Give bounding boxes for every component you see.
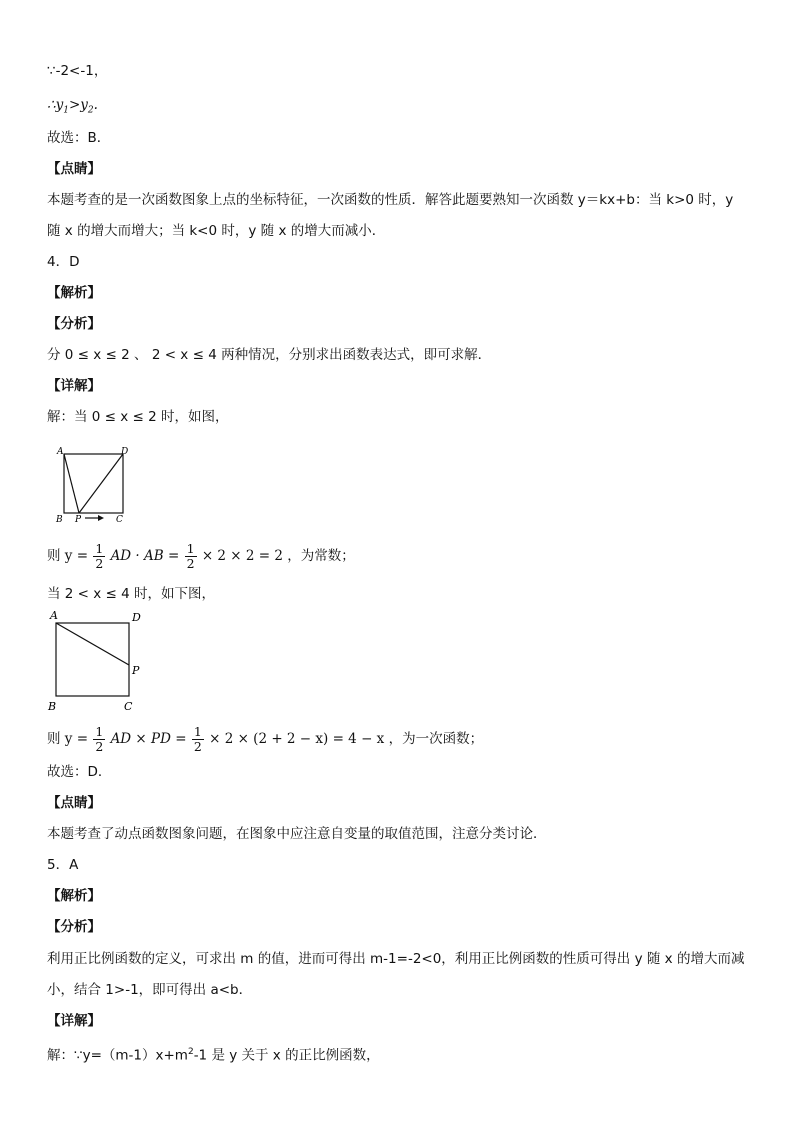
figure-label: D [132, 611, 141, 624]
section-heading: 【解析】 [47, 888, 101, 904]
figure-label: A [57, 447, 64, 457]
text-line: 解：当 0 ≤ x ≤ 2 时，如图， [47, 409, 229, 425]
fraction: $\frac{1}{2}$ [186, 541, 195, 571]
text-line: 本题考查的是一次函数图象上点的坐标特征，一次函数的性质．解答此题要熟知一次函数 y＝kx+b：当 k>0 时，y [47, 192, 734, 208]
figure-label: D [121, 447, 129, 457]
section-heading: 【分析】 [47, 316, 101, 332]
question-answer: 4．D [47, 254, 80, 270]
equation-2 [47, 725, 483, 754]
text-fragment: × 2 × (2 + 2 − x) = 4 − x ，为一次函数； [209, 731, 484, 747]
fraction: $\frac{1}{2}$ [95, 724, 104, 754]
section-heading: 【分析】 [47, 919, 101, 935]
question-answer: 5．A [47, 857, 79, 873]
figure-label: P [75, 515, 82, 525]
text-fragment: 则 y = [47, 548, 93, 564]
section-heading: 【详解】 [47, 1013, 101, 1029]
figure-label: P [132, 664, 140, 677]
text-fragment: × 2 × 2 = 2 ，为常数； [201, 548, 355, 564]
figure-label: C [124, 700, 133, 713]
text-fragment: AD · AB = [110, 548, 184, 564]
text-line: 故选：B． [47, 130, 111, 146]
subscript: 1 [63, 105, 69, 116]
figure-square-2 [44, 607, 154, 715]
section-heading: 【详解】 [47, 378, 101, 394]
text-line: 当 2 < x ≤ 4 时，如下图， [47, 586, 216, 602]
section-heading: 【解析】 [47, 285, 101, 301]
fraction: $\frac{1}{2}$ [193, 724, 202, 754]
text-line: 小，结合 1>-1，即可得出 a<b． [47, 982, 253, 998]
figure-label: A [50, 609, 58, 622]
figure-square-1 [52, 444, 142, 528]
text-fragment: -1 是 y 关于 x 的正比例函数， [193, 1047, 380, 1064]
text-fragment: 解：∵y=（m-1）x+m [47, 1047, 188, 1064]
figure-label: B [56, 515, 63, 525]
superscript: 2 [187, 1047, 194, 1057]
figure-label: C [116, 515, 123, 525]
text-line: 故选：D． [47, 764, 112, 780]
fraction: $\frac{1}{2}$ [95, 541, 104, 571]
equation-1 [47, 542, 355, 571]
section-heading: 【点睛】 [47, 161, 101, 177]
text-fragment: ∴y [47, 97, 64, 113]
text-line [47, 96, 98, 120]
text-line: 利用正比例函数的定义，可求出 m 的值，进而可得出 m-1=-2<0，利用正比例函数的性质可得出 y 随 x 的增大而减 [47, 951, 745, 967]
text-fragment: . [93, 97, 98, 113]
figure-label: B [48, 700, 57, 713]
text-fragment: 则 y = [47, 731, 93, 747]
section-heading: 【点睛】 [47, 795, 101, 811]
text-line: 随 x 的增大而增大；当 k<0 时，y 随 x 的增大而减小． [47, 223, 386, 239]
subscript: 2 [87, 105, 94, 116]
text-fragment: AD × PD = [110, 731, 191, 747]
text-line [47, 1043, 380, 1065]
text-line: 本题考查了动点函数图象问题，在图象中应注意自变量的取值范围，注意分类讨论． [47, 826, 547, 842]
text-line: 分 0 ≤ x ≤ 2 、 2 < x ≤ 4 两种情况，分别求出函数表达式，即可求解． [47, 347, 492, 363]
text-line: ∵-2<-1， [47, 63, 108, 79]
text-fragment: >y [68, 97, 88, 113]
